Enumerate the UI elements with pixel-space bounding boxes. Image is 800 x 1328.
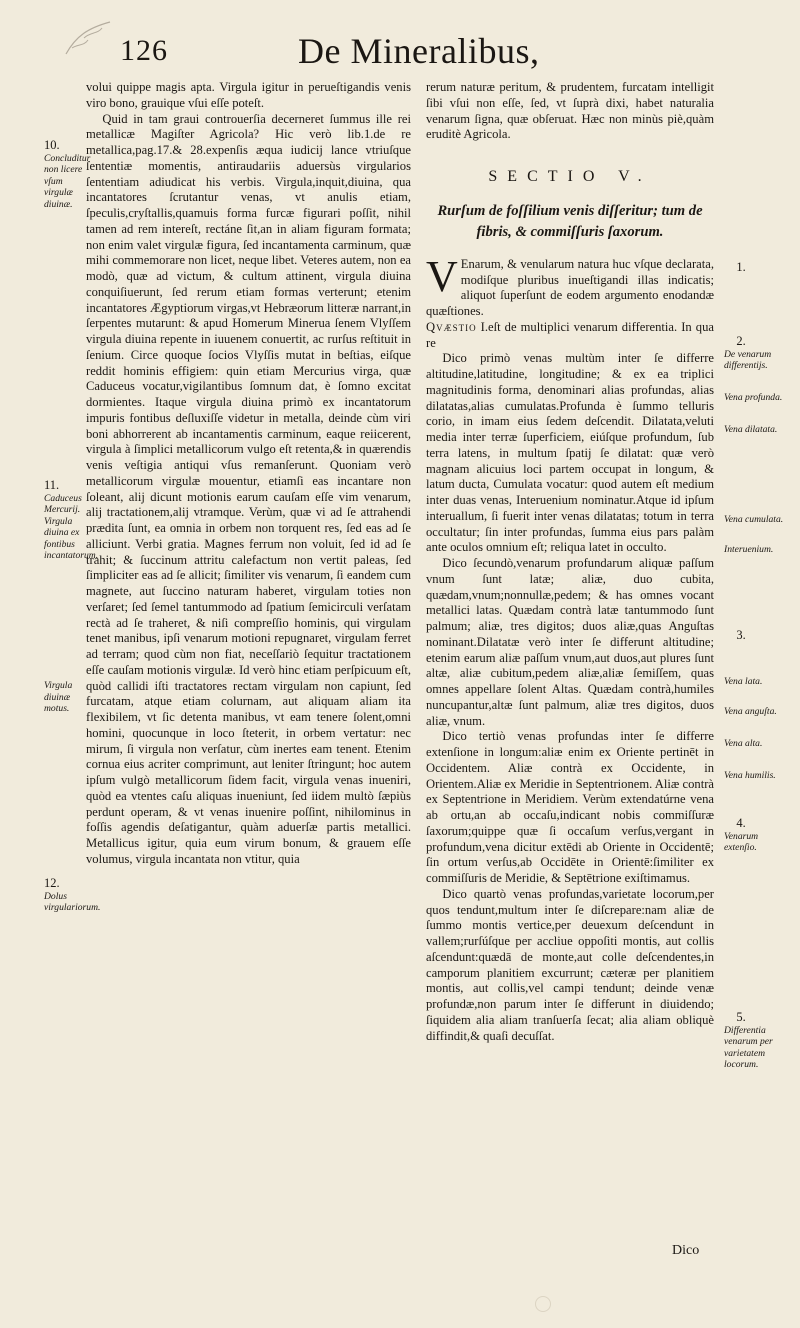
first-paragraph-text: Enarum, & venularum natura huc vſque declarata, modiſque pluribus inueſtigandi illas indicatis; aliquot ſuperſunt de eodem argumento enodandæ quæſtiones. <box>426 256 714 318</box>
margin-note-text: Vena humilis. <box>724 770 776 781</box>
margin-note-left <box>44 478 99 562</box>
margin-note-number: 4. <box>736 816 746 830</box>
margin-note-number: 2. <box>736 334 746 348</box>
margin-note-text: Vena anguſta. <box>724 706 777 717</box>
margin-note-right <box>724 770 792 782</box>
margin-note-text: Vena profunda. <box>724 392 783 403</box>
margin-note-text: Vena alta. <box>724 738 763 749</box>
margin-note-number: 3. <box>736 628 746 642</box>
page-number: 126 <box>120 34 168 67</box>
quaestio-label: Qvæstio <box>426 319 477 334</box>
first-paragraph <box>426 251 714 320</box>
margin-note-right <box>724 630 792 643</box>
margin-note-text: Virgula diuinæ motus. <box>44 680 73 714</box>
margin-note-right <box>724 544 792 556</box>
margin-note-text: Differentia venarum per varietatem locorum. <box>724 1024 773 1070</box>
catchword: Dico <box>672 1243 700 1258</box>
margin-note-right <box>724 424 792 436</box>
margin-note-text: Interuenium. <box>724 544 774 555</box>
margin-note-right <box>724 514 792 526</box>
margin-note-number: 1. <box>736 260 746 274</box>
decorative-ornament-icon <box>62 18 114 58</box>
quaestio-line <box>426 320 714 352</box>
margin-note-text: De venarum differentijs. <box>724 348 772 371</box>
right-intro-paragraph: rerum naturæ peritum, & prudentem, furcatam intelligit ſibi vſui non eſſe, ſed, vt ſuprà dixi, habet naturalia venarum ſigna, quæ obſeruat. Hæc non minùs piè,quàm eruditè Agricola. <box>426 80 714 142</box>
quaestio-text: I.eſt de multiplici venarum differentia. In qua re <box>426 319 714 350</box>
margin-note-text: Concluditur non licere vſum virgulæ diuinæ. <box>44 152 91 210</box>
margin-note-right <box>724 738 792 750</box>
margin-note-text: Caduceus Mercurij. Virgula diuina ex fontibus incantatorum. <box>44 492 99 561</box>
paper-smudge <box>535 1296 551 1312</box>
margin-note-right <box>724 818 792 854</box>
margin-note-text: Dolus virgulariorum. <box>44 890 101 913</box>
margin-note-text: Vena dilatata. <box>724 424 778 435</box>
margin-note-number: 11. <box>44 478 60 492</box>
left-paragraph: Quid in tam graui controuerſia decerneret ſummus ille rei metallicæ Magiſter Agricola? Hic verò lib.1.de re metallica,pag.17.& 28.expenſis æqua iudicij lance vtriuſque ſententiæ momentis, antiraudariis aduersùs virgularios ſententiam adiudicat his verbis. Virgula,inquit,diuina, qua incantatores ſcrutantur venas, vt anulis etiam, ſpeculis,cryſtallis,quamuis forma furcæ figurari poſſit, nihil tamen ad rem intereſt, rectáne ſit,an in aliam figuram formata; non enim valet virgulæ figura, ſed incantamenta carminum, quæ mihi commemorare non licet, neque libet. Veteres autem, non ea modò, quæ ad victum, & cultum attinent, virgula diuina conquiſiuerunt, ſed rerum etiam formas verterunt; etenim incantatores Ægyptiorum virgas,vt Hebræorum litteræ narrant,in ſerpentes mutarunt: & apud Homerum Minerua ſenem Vlyſſem virgula diuina repente in iuuenem conuertit, ac rurſus reſtituit in ſenium. Circe quoque ſocios Vlyſſis mutat in beſtias, eiſque reddit hominis effigiem: quin etiam Mercurius virga, quæ Caduceus vocatur,vigilantibus ſomnum dat, è ſomno excitat dormientes. Itaque virgula diuina primò ex incantatorum impuris fontibus deſluxiſſe videtur in metalla, deinde cùm viri boni abhorrerent ab incantamentis carminum, eaque reiicerent, virgula à ſimplici metallicorum vulgo eſt retenta,& in quærendis venis veſtigia antiqui vſus remanſerunt. Quoniam verò metallicorum virgulæ mouentur, etiamſi eas incantare non ſoleant, alij dicunt motionis earum cauſam eſſe vim venarum, alij tractationem,alij vtramque. Verùm, quæ vi ad ſe attrahendi prædita ſunt, ea omnia in orbem non torquent res, ſed eas ad ſe alliciunt. Verbi gratia. Magnes ferrum non voluit, ſed id ad ſe trahit; & ſuccinum attritu calefactum non vertit paleas, ſed ſimpliciter eas ad ſe allicit; ſimiliter vis venarum, ſi eandem cum magnete, aut ſuccino naturam haberet, virgulam toties non verſaret; ſed ſemel tantummodo ad ſpatium ſemicirculi verſatam rectà ad ſe traheret, & niſi compreſſio hominis, qui virgulam tenet manibus, ipſi venarum motioni repugnaret, virgulam ferret ad terram; quod cùm non fiat, neceſſariò ſequitur tractationem eſſe cauſam motionis virgulæ. Id verò hinc etiam perſpicuum eſt, quòd callidi iſti tractatores rectam virgulam non capiunt, ſed furcatam, atque etiam colurnam, aut aliquam aliam ita flexibilem, vt ſic detenta manibus, vt eam tenere ſolent,omni homini, quocunque in loco ſteterit, in orbem vertatur: nec mirum, ſi virgula non verſatur, cùm inertes eam tenent. Etenim cornua eius acriter comprimunt, aut leniter ſtringunt; hoc autem ipſum vulgò metallicorum ſidem facit, virgula venas inueniri, quòd ea vtentes caſu aliquas inueniunt, ſed iidem multò ſæpiùs perdunt operam, & vt venas inuenire poſſint, nihilominus in foſſis agendis deſatigantur, quàm aduerſæ partis metallici. Metallicus igitur, quia eum virum bonum, & grauem eſſe volumus, virgula incantata non vtitur, quia <box>86 111 411 866</box>
left-text-column <box>86 80 411 868</box>
margin-note-number: 5. <box>736 1010 746 1024</box>
margin-note-left <box>44 876 101 914</box>
margin-note-number: 10. <box>44 138 60 152</box>
section-heading: SECTIO V. <box>488 168 652 185</box>
margin-note-text: Vena cumulata. <box>724 514 784 525</box>
right-text-column <box>426 80 714 1044</box>
margin-note-right <box>724 262 792 275</box>
right-paragraph: Dico ſecundò,venarum profundarum aliquæ paſſum vnum ſunt latæ; aliæ, duo cubita, quædam,vnum;nonnullæ,pedem; & has omnes vocant metallici latas. Quædam contrà latæ tantummodo ſunt palmum; aliæ, tres digitos; duos aliæ,quas Anguſtas nominant.Dilatatæ verò inter ſe differunt altitudine; etenim earum aliæ paſſum vnum,aut duos,aut plures ſunt altæ, aliæ cubitum,pedem aliæ,aliæ ſemiſſem, quas omnes appellare ſolent Altas. Quædam contrà,humiles nuncupantur,altæ ſunt palmum, aliæ tres digitos, duos aliæ, vnum. <box>426 556 714 728</box>
right-paragraph: Dico quartò venas profundas,varietate locorum,per quos tendunt,multum inter ſe diſcrepare:nam aliæ de ſummo montis vertice,per deuexum deſcendunt in vallem;rurſúſque per accliue oppoſiti montis, aut collis aſcendunt:quædā de monte,aut colle deſcendentes,in camporum planitiem excurrunt; cæteræ per planitiem montis, aut collis,vel campi tendunt; deinde venæ profundæ,non parum inter ſe differunt in diuidendo; ſiquidem alia aliam tranſuerſa ſecat; alia aliam obliquè diffindit,& quaſi decuſſat. <box>426 886 714 1043</box>
margin-note-number: 12. <box>44 876 60 890</box>
right-paragraph: Dico primò venas multùm inter ſe differre altitudine,latitudine, longitudine; & ex ea triplici magnitudinis forma, denominari alias profundas, alias dilatatas,alias cumulatas.Profunda è ſummo telluris corio, in imam eius ſedem deſcendit. Dilatata,veluti media inter terræ ſuperficiem, eiúſque profundum, ſub terra latens, in multum ſpatij ſe dilatat: quæ verò magnam alicuius loci partem occupat in longum, & latum ducta, Cumulata vocatur: quod autem eſt medium inter duas venas, Interuenium nominatur.Atque id ipſum interuallum, ſi fuerit inter venas dilatatas; totum in terra occultatur; ſin inter profundas, ſumma eius pars palàm ante oculos omnium eſt; reliqua latet in occulto. <box>426 351 714 555</box>
margin-note-right <box>724 706 792 718</box>
drop-cap: V <box>426 251 458 301</box>
margin-note-left <box>44 138 91 210</box>
margin-note-right <box>724 676 792 688</box>
margin-note-text: Venarum extenſio. <box>724 830 759 853</box>
margin-note-right <box>724 336 792 372</box>
margin-note-text: Vena lata. <box>724 676 763 687</box>
margin-note-right <box>724 1012 792 1071</box>
margin-note-left <box>44 680 86 715</box>
left-paragraph: volui quippe magis apta. Virgula igitur in perueſtigandis venis viro bono, grauique vſui eſſe poteſt. <box>86 80 411 110</box>
running-head: De Mineralibus, <box>298 31 540 71</box>
section-subtitle: Rurſum de foſſilium venis diſſeritur; tum de fibris, & commiſſuris ſaxorum. <box>437 202 703 240</box>
right-paragraph: Dico tertiò venas profundas inter ſe differre extenſione in longum:aliæ enim ex Oriente pertinēt in Occidentem. Aliæ contrà ex Occidente, in Orientem.Aliæ ex Meridie in Septentrionem. Aliæ contrà ex Septentrione in Meridiem. Verùm extendatúrne vena ab ortu,an ab occaſu,indicant nobis commiſſuræ ſaxorum;quippe quæ ſi occaſum verſus,vergant in profundum,vena dicitur extēdi ab Oriente in Occidentē; ſin ortum verſus,ab Occidēte in Orientē:ſimiliter ex commiſſuris de Meridie, & Septētrione exiſtimamus. <box>426 729 714 885</box>
margin-note-right <box>724 392 792 404</box>
